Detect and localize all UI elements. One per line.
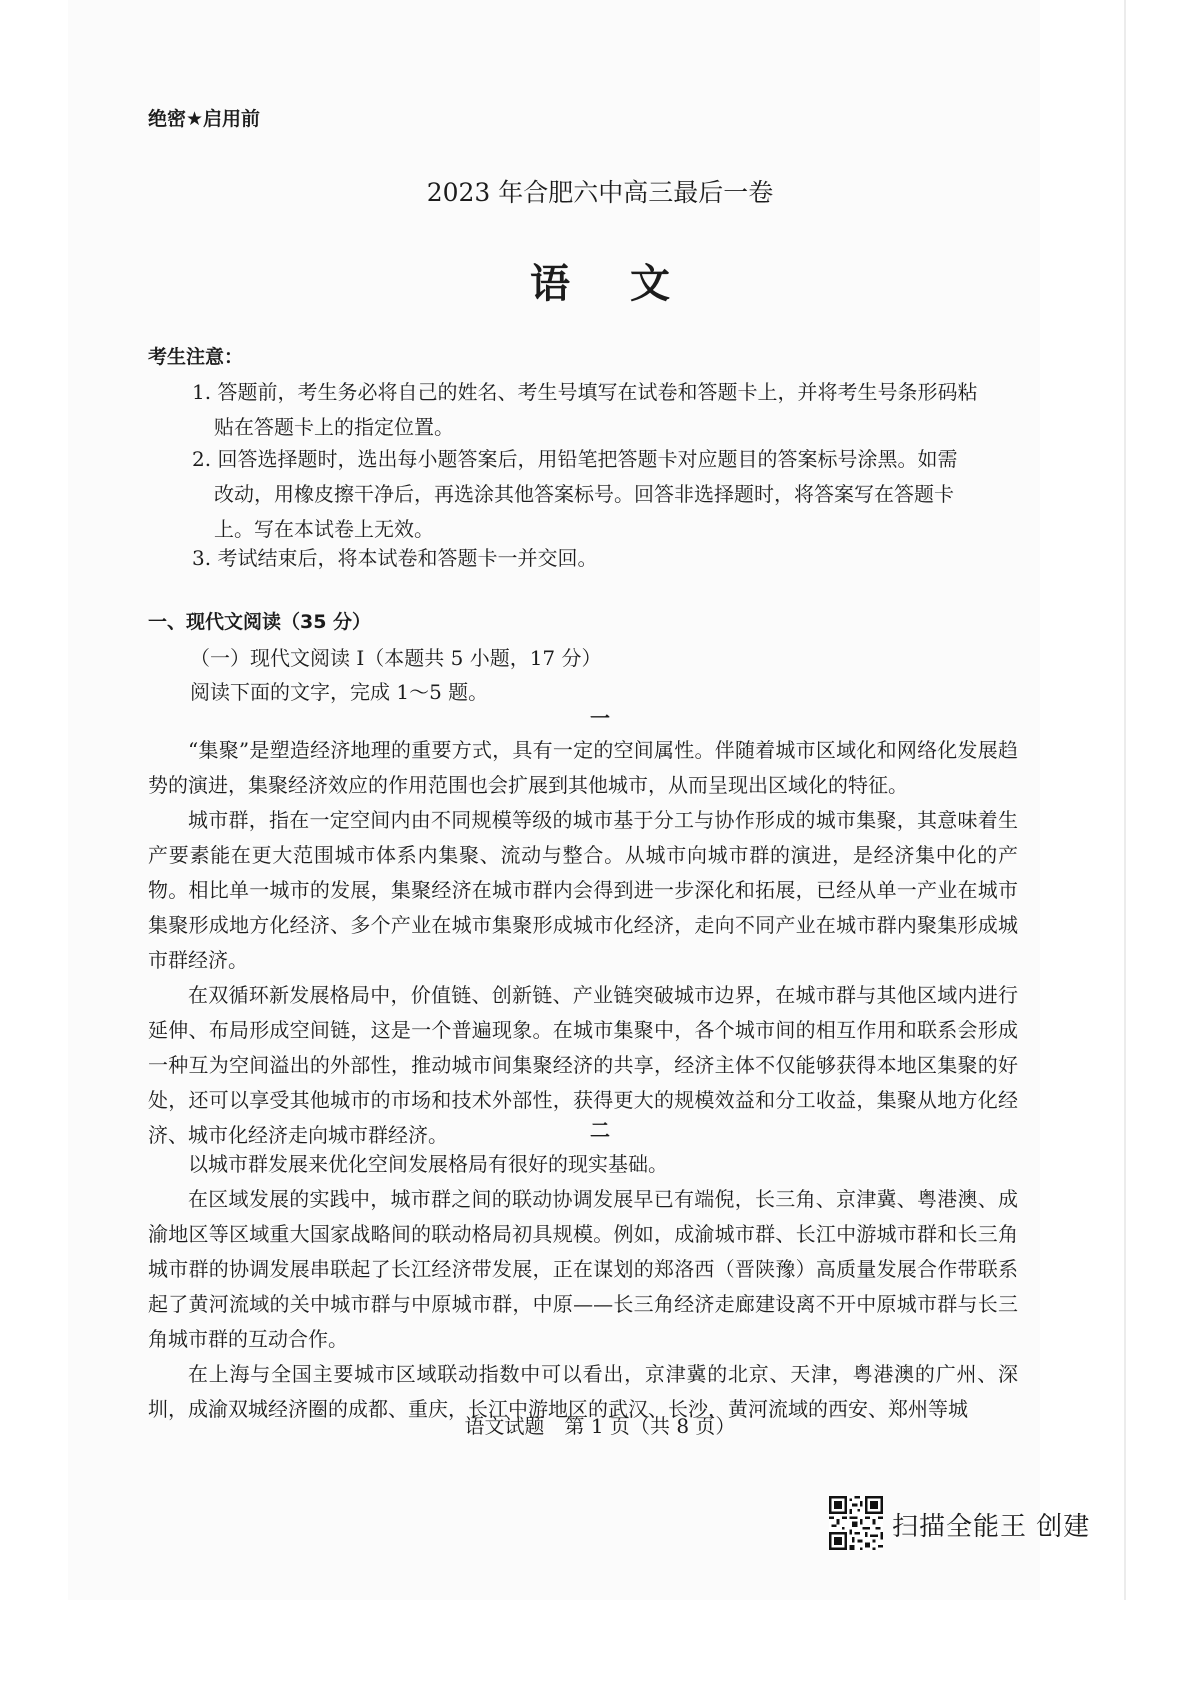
confidential-mark: 绝密★启用前 bbox=[148, 108, 261, 130]
passage-paragraph: 以城市群发展来优化空间发展格局有很好的现实基础。 bbox=[188, 1152, 668, 1176]
part-marker-1: 一 bbox=[590, 706, 610, 730]
notice-number: 2. bbox=[192, 447, 218, 471]
notice-text: 回答选择题时，选出每小题答案后，用铅笔把答题卡对应题目的答案标号涂黑。如需 bbox=[217, 447, 958, 471]
passage-paragraph: “集聚”是塑造经济地理的重要方式，具有一定的空间属性。伴随着城市区域化和网络化发展趋势的演进，集聚经济效应的作用范围也会扩展到其他城市，从而呈现出区域化的特征。 bbox=[148, 738, 1018, 797]
notice-heading: 考生注意： bbox=[148, 346, 244, 368]
notice-item-2 bbox=[192, 442, 1004, 547]
passage-paragraph: 在区域发展的实践中，城市群之间的联动协调发展早已有端倪，长三角、京津冀、粤港澳、成渝地区等区域重大国家战略间的联动格局初具规模。例如，成渝城市群、长江中游城市群和长三角城市群的协调发展串联起了长江经济带发展，正在谋划的郑洛西（晋陕豫）高质量发展合作带联系起了黄河流域的关中城市群与中原城市群，中原——长三角经济走廊建设离不开中原城市群与长三角城市群的互动合作。 bbox=[148, 1187, 1018, 1351]
notice-text: 改动，用橡皮擦干净后，再选涂其他答案标号。回答非选择题时，将答案写在答题卡 bbox=[214, 482, 954, 506]
notice-text: 上。写在本试卷上无效。 bbox=[214, 517, 434, 541]
notice-text: 考试结束后，将本试卷和答题卡一并交回。 bbox=[217, 546, 598, 570]
page-footer: 语文试题 第 1 页（共 8 页） bbox=[464, 1414, 736, 1438]
notice-item-1 bbox=[192, 375, 1004, 445]
section-title: 一、现代文阅读（35 分） bbox=[148, 611, 372, 633]
subject-title: 语文 bbox=[530, 260, 730, 307]
passage-paragraph: 城市群，指在一定空间内由不同规模等级的城市基于分工与协作形成的城市集聚，其意味着生产要素能在更大范围城市体系内集聚、流动与整合。从城市向城市群的演进，是经济集中化的产物。相比单一城市的发展，集聚经济在城市群内会得到进一步深化和拓展，已经从单一产业在城市集聚形成地方化经济、多个产业在城市集聚形成城市化经济，走向不同产业在城市群内聚集形成城市群经济。 bbox=[148, 808, 1018, 972]
exam-title: 2023 年合肥六中高三最后一卷 bbox=[426, 178, 774, 207]
sheet-edge bbox=[1124, 0, 1126, 1600]
scanner-watermark-label: 扫描全能王 创建 bbox=[892, 1512, 1091, 1542]
notice-number: 1. bbox=[192, 380, 218, 404]
part-marker-2: 二 bbox=[590, 1118, 610, 1142]
notice-text: 贴在答题卡上的指定位置。 bbox=[214, 415, 454, 439]
section-instruction: 阅读下面的文字，完成 1～5 题。 bbox=[190, 680, 489, 704]
qr-code-icon bbox=[829, 1496, 883, 1550]
section-subtitle: （一）现代文阅读 I（本题共 5 小题，17 分） bbox=[190, 646, 602, 670]
passage-paragraph: 在双循环新发展格局中，价值链、创新链、产业链突破城市边界，在城市群与其他区域内进行延伸、布局形成空间链，这是一个普遍现象。在城市集聚中，各个城市间的相互作用和联系会形成一种互为空间溢出的外部性，推动城市间集聚经济的共享，经济主体不仅能够获得本地区集聚的好处，还可以享受其他城市的市场和技术外部性，获得更大的规模效益和分工收益，集聚从地方化经济、城市化经济走向城市群经济。 bbox=[148, 983, 1018, 1147]
notice-item-3 bbox=[192, 541, 1004, 576]
notice-text: 答题前，考生务必将自己的姓名、考生号填写在试卷和答题卡上，并将考生号条形码粘 bbox=[217, 380, 978, 404]
notice-number: 3. bbox=[192, 546, 218, 570]
passage-paragraph: 在上海与全国主要城市区域联动指数中可以看出，京津冀的北京、天津，粤港澳的广州、深圳，成渝双城经济圈的成都、重庆，长江中游地区的武汉、长沙，黄河流域的西安、郑州等城 bbox=[148, 1362, 1018, 1421]
